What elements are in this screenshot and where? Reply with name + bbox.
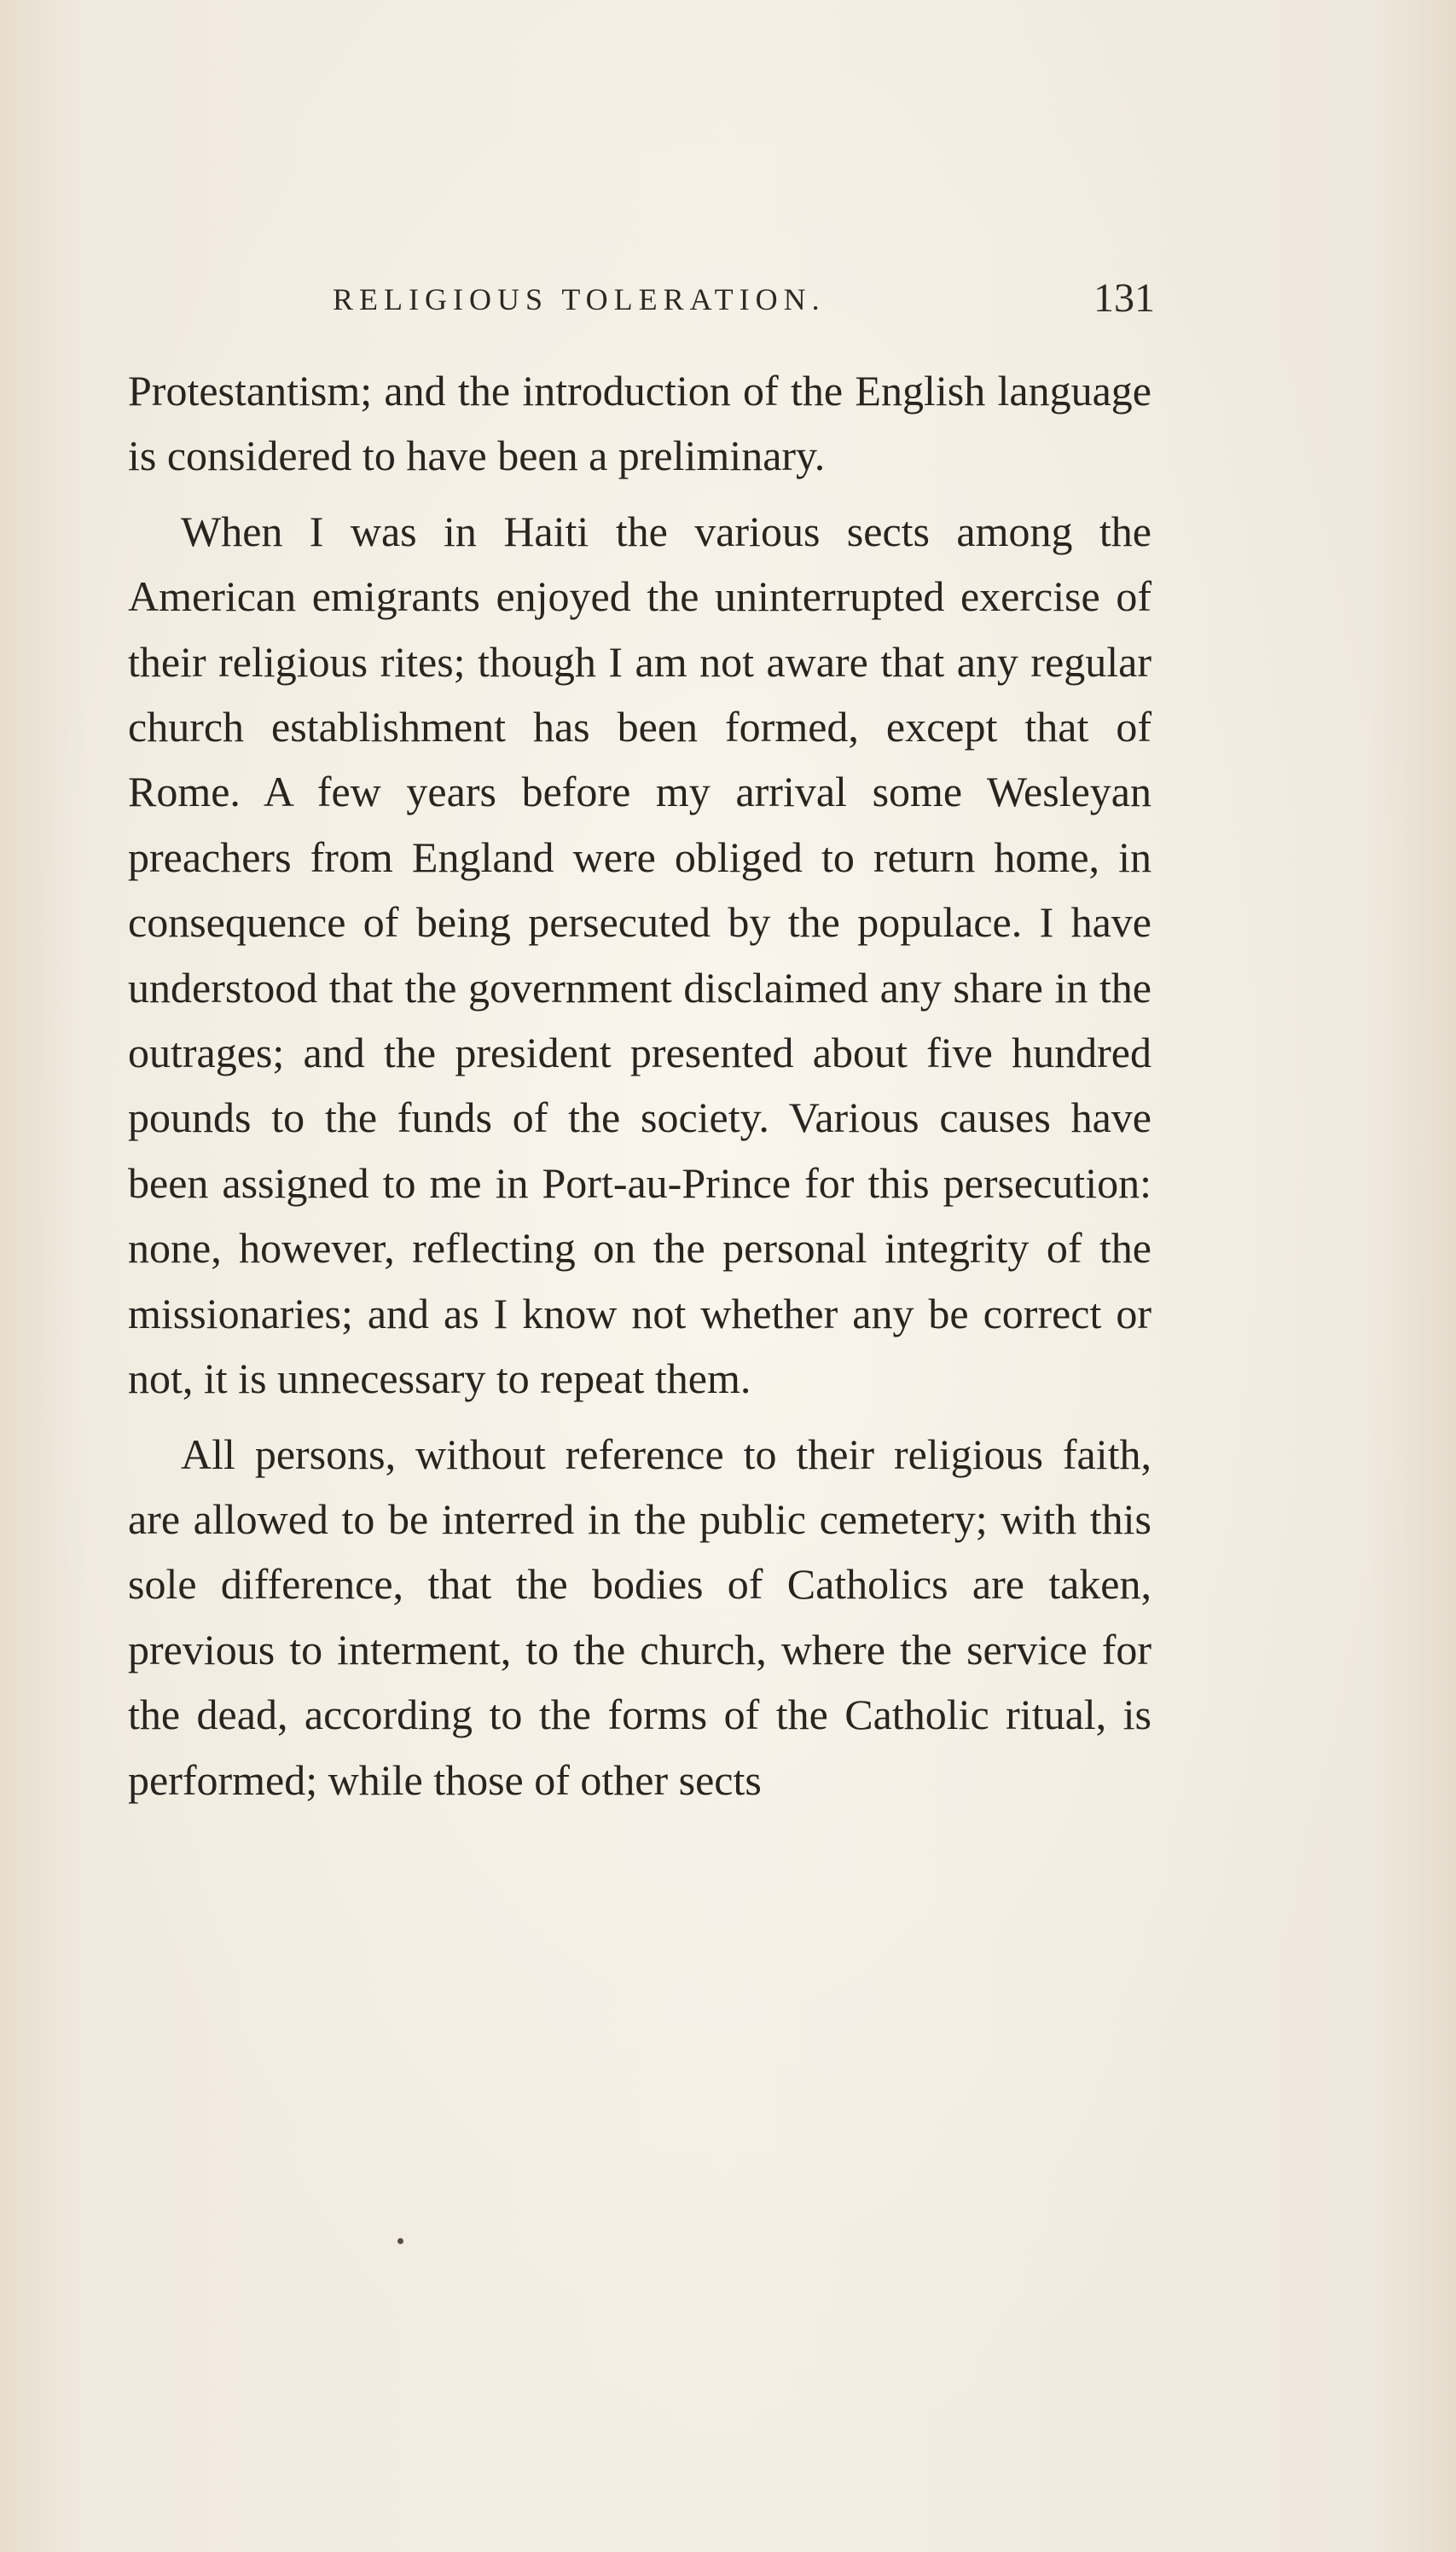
- paragraph-wesleyan-persecution: When I was in Haiti the various sects among the American emigrants enjoyed the uninterrupted exercise of their religious rites; though I am not aware that any regular church establishment has been formed, except that of Rome. A few years before my arrival some Wesleyan preachers from England were obliged to return home, in consequence of being persecuted by the populace. I have understood that the government disclaimed any share in the outrages; and the president presented about five hundred pounds to the funds of the society. Various causes have been assigned to me in Port-au-Prince for this persecution: none, however, reflecting on the personal integrity of the missionaries; and as I know not whether any be correct or not, it is unnecessary to repeat them.: [128, 507, 1151, 1403]
- paragraph-continuation: Protestantism; and the introduction of the English language is considered to have been a preliminary.: [128, 367, 1151, 480]
- paper-speck: [397, 2238, 403, 2244]
- body-text: [128, 358, 1151, 1812]
- page-number: 131: [1093, 276, 1155, 321]
- running-head: [128, 275, 1160, 326]
- running-title: RELIGIOUS TOLERATION.: [333, 282, 826, 316]
- paragraph-burial: All persons, without reference to their religious faith, are allowed to be interred in the public cemetery; with this sole difference, that the bodies of Catholics are taken, previous to interment, to the church, where the service for the dead, according to the forms of the Catholic ritual, is performed; while those of other sects: [128, 1430, 1151, 1804]
